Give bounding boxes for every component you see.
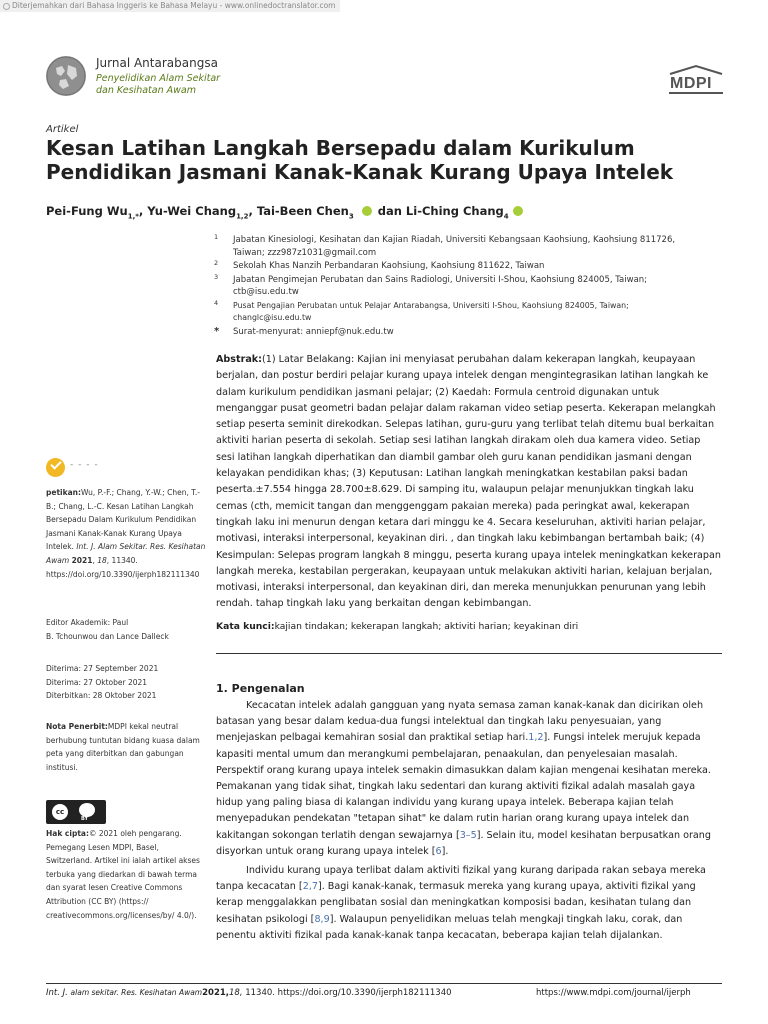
author-4-affil: 4 — [503, 212, 509, 221]
check-for-updates-badge[interactable] — [46, 458, 106, 478]
affiliation-number: 4 — [214, 298, 219, 307]
author-3-affil: 3 — [348, 212, 354, 221]
paragraph-text: ]. Fungsi intelek merujuk kepada kapasiti mental umum dan merangkumi pembelajaran, penaakulan, dan penyelesaian masalah. Perspektif orang kurang upaya intelek semakin dimasukkan dalam kajian mengenai kesihatan mereka. Pemakanan yang tidak sihat, tingkah laku sedentari dan kurang aktiviti fizikal adalah masalah gaya hidup yang paling biasa di kalangan individu yang kurang upaya intelek. Beberapa kajian telah menyepadukan pendekatan "tetapan sihat" ke dalam rutin harian orang kurang upaya intelek dan kakitangan sokongan terlatih dengan sewajarnya [ — [216, 732, 711, 841]
affiliation-number: * — [214, 325, 220, 337]
affiliation-item — [210, 234, 680, 259]
affiliation-text: Jabatan Pengimejan Perubatan dan Sains Radiologi, Universiti I-Shou, Kaohsiung 824005, Taiwan; ctb@isu.edu.tw — [233, 274, 648, 297]
received-date: Diterima: 27 September 2021 — [46, 664, 159, 673]
footer-citation — [46, 988, 452, 998]
editor-label: Editor Akademik: Paul — [46, 618, 129, 627]
journal-subtitle-1: Penyelidikan Alam Sekitar — [96, 73, 221, 84]
footer-journal-url[interactable]: https://www.mdpi.com/journal/ijerph — [536, 988, 691, 998]
publisher-note — [46, 720, 206, 774]
published-date: Diterbitkan: 28 Oktober 2021 — [46, 691, 157, 701]
translator-banner[interactable] — [0, 0, 340, 12]
citation-year: 2021 — [71, 555, 93, 565]
update-dots: - - - - — [70, 460, 99, 470]
translator-icon — [3, 3, 10, 10]
affiliation-text: Sekolah Khas Nanzih Perbandaran Kaohsiung, Kaohsiung 811622, Taiwan — [233, 261, 545, 271]
affiliation-text: Pusat Pengajian Perubatan untuk Pelajar Antarabangsa, Universiti I-Shou, Kaohsiung 824005, Taiwan; changlc@isu.edu.tw — [233, 300, 629, 322]
copyright-text: © 2021 oleh pengarang. Pemegang Lesen MDPI, Basel, Switzerland. Artikel ini ialah artikel akses terbuka yang diedarkan di bawah terma dan syarat lesen Creative Commons Attribution (CC BY) (https:// creativecommons.org/licenses/by/ 4.0/). — [46, 829, 200, 920]
keywords-label: Kata kunci: — [216, 621, 275, 632]
mdpi-logo-text: MDPI — [670, 75, 712, 92]
affiliations — [210, 234, 680, 339]
abstract-text: (1) Latar Belakang: Kajian ini menyiasat perubahan dalam kekerapan langkah, keupayaan berjalan, dan postur berdiri pelajar kurang upaya intelek dengan mengintegrasikan latihan langkah ke dalam kurikulum pendidikan jasmani pelajar; (2) Kaedah: Formula centroid digunakan untuk menganggar pusat geometri badan pelajar dalam rakaman video setiap peserta. Kekerapan melangkah setiap peserta seminit direkodkan. Selepas latihan, guru-guru yang terlibat telah ditemu bual berkaitan aktiviti harian peserta di sekolah. Setiap sesi latihan langkah dirakam oleh dua kamera video. Setiap sesi latihan langkah diperhatikan dan diambil gambar oleh guru kanan pendidikan jasmani dengan kelayakan pendidikan khas; (3) Keputusan: Latihan langkah meningkatkan kestabilan paksi badan peserta.±7.554 hingga 28.700±8.629. Di samping itu, walaupun pelajar menunjukkan tingkah laku cemas (cth, memicit tangan dan menggenggam pakaian mereka) pada peringkat awal, kekerapan tingkah laku ini menurun dengan ketara dari minggu ke 4. Secara keseluruhan, aktiviti harian pelajar, motivasi, interaksi interpersonal, keyakinan diri. , dan tingkah laku kebimbangan bertambah baik; (4) Kesimpulan: Selepas program langkah 8 minggu, peserta kurang upaya intelek meningkatkan kekerapan langkah mereka, kestabilan pergerakan, keupayaan untuk melakukan aktiviti harian, kelajuan berjalan, motivasi, interaksi interpersonal, dan keyakinan diri, dan mereka menunjukkan penurunan yang lebih rendah. tahap tingkah laku yang berkaitan dengan kebimbangan. — [216, 354, 721, 610]
orcid-icon[interactable] — [362, 206, 372, 216]
citation-text: Wu, P.-F.; Chang, Y.-W.; Chen, T.-B.; Chang, L.-C. Kesan Latihan Langkah Bersepadu Dalam Kurikulum Pendidikan Jasmani Kanak-Kanak Kurang Upaya Intelek. — [46, 488, 200, 552]
copyright-block — [46, 827, 206, 922]
cc-by-license-badge[interactable] — [46, 800, 106, 824]
author-list — [46, 204, 525, 220]
author-2-affil: 1,2 — [236, 212, 249, 221]
editor-block — [46, 616, 206, 643]
journal-subtitle-2: dan Kesihatan Awam — [96, 85, 196, 96]
footer-volume: 18, — [229, 988, 243, 998]
article-title: Kesan Latihan Langkah Bersepadu dalam Kurikulum Pendidikan Jasmani Kanak-Kanak Kurang Upaya Intelek — [46, 136, 674, 184]
author-1[interactable]: Pei-Fung Wu — [46, 204, 128, 218]
footer-divider — [46, 983, 722, 984]
paragraph-2 — [216, 863, 722, 944]
affiliation-item — [210, 260, 680, 273]
affiliation-item — [210, 300, 680, 325]
citation-volume: 18 — [97, 555, 107, 565]
affiliation-number: 3 — [214, 272, 219, 281]
cc-icon: cc — [51, 803, 69, 821]
citation-doi[interactable]: 11340. https://doi.org/10.3390/ijerph182111340 — [46, 555, 200, 579]
paragraph-text: ]. Selain itu, model kesihatan berpusatkan orang disyorkan untuk orang kurang upaya intelek [ — [216, 829, 711, 857]
affiliation-item — [210, 326, 680, 339]
citation-link[interactable]: 2,7 — [302, 881, 318, 893]
section-heading: 1. Pengenalan — [216, 682, 305, 695]
abstract — [216, 352, 721, 613]
mdpi-logo — [668, 64, 724, 96]
paragraph-1 — [216, 698, 722, 860]
citation-link[interactable]: 1,2 — [528, 732, 544, 744]
paragraph-text: ]. Bagi kanak-kanak, termasuk mereka yang kurang upaya, aktiviti fizikal yang kerap menggalakkan penglibatan sosial dan meningkatkan komposisi badan, kesihatan tulang dan kesihatan psikologi [ — [216, 881, 696, 925]
by-person-icon — [79, 803, 95, 817]
author-1-affil: 1,* — [127, 212, 139, 221]
translator-text: Diterjemahkan dari Bahasa Inggeris ke Bahasa Melayu - www.onlinedoctranslator.com — [12, 1, 336, 10]
orcid-icon[interactable] — [513, 206, 523, 216]
article-type: Artikel — [46, 124, 79, 135]
paragraph-text: Kecacatan intelek adalah gangguan yang nyata semasa zaman kanak-kanak dan dicirikan oleh batasan yang besar dalam kedua-dua fungsi intelektual dan tingkah laku penyesuaian, yang menjejaskan pelbagai kemahiran sosial dan praktikal setiap hari. — [216, 700, 704, 744]
abstract-label: Abstrak: — [216, 354, 263, 365]
footer-doi[interactable]: 11340. https://doi.org/10.3390/ijerph182111340 — [245, 988, 452, 998]
copyright-label: Hak cipta: — [46, 829, 89, 838]
accepted-date: Diterima: 27 Oktober 2021 — [46, 677, 148, 687]
footer-journal: Int. J. — [46, 988, 68, 998]
citation-link[interactable]: 6 — [435, 845, 442, 857]
footer-journal-rest: alam sekitar. Res. Kesihatan Awam — [70, 988, 203, 997]
author-3[interactable]: , Tai-Been Chen — [248, 204, 349, 218]
affiliation-number: 2 — [214, 259, 219, 267]
keywords — [216, 621, 721, 632]
affiliation-text: Jabatan Kinesiologi, Kesihatan dan Kajian Riadah, Universiti Kebangsaan Kaohsiung, Kaohsiung 811726, Taiwan; zzz987z1031@gmail.com — [233, 235, 676, 258]
correspondence-text: Surat-menyurat: anniepf@nuk.edu.tw — [233, 326, 394, 337]
by-label: BY — [81, 816, 89, 822]
paragraph-text: ]. — [441, 845, 449, 857]
paragraph-text: Individu kurang upaya terlibat dalam aktiviti fizikal yang kurang daripada rakan sebaya mereka tanpa kecacatan [ — [216, 865, 706, 893]
author-2[interactable]: , Yu-Wei Chang — [138, 204, 237, 218]
affiliation-item — [210, 274, 680, 299]
citation-journal: Int. J. Alam Sekitar. Res. Kesihatan Awam — [46, 542, 206, 565]
journal-name: Jurnal Antarabangsa — [96, 56, 218, 70]
keywords-text: kajian tindakan; kekerapan langkah; aktiviti harian; keyakinan diri — [274, 621, 579, 632]
editor-names: B. Tchounwou dan Lance Dalleck — [46, 631, 169, 641]
journal-title-block — [96, 56, 220, 96]
citation-link[interactable]: 3–5 — [459, 829, 477, 841]
citation-block: petikan:Wu, P.-F.; Chang, Y.-W.; Chen, T.-B.; Chang, L.-C. Kesan Latihan Langkah Bersepadu Dalam Kurikulum Pendidikan Jasmani Kanak-Kanak Kurang Upaya Intelek. Int. J. Alam Sekitar. Res. Kesihatan Awam 2021, 18, 11340. https://doi.org/10.3390/ijerph182111340 — [46, 488, 206, 579]
publisher-note-text: MDPI kekal neutral berhubung tuntutan bidang kuasa dalam peta yang diterbitkan dan gabungan institusi. — [46, 722, 200, 772]
globe-logo-icon — [46, 56, 86, 96]
dates-block — [46, 662, 206, 703]
journal-logo — [46, 56, 86, 96]
affiliation-number: 1 — [214, 233, 219, 241]
citation-label: petikan: — [46, 488, 81, 497]
publisher-note-label: Nota Penerbit: — [46, 722, 108, 731]
paragraph-text: ]. Walaupun penyelidikan meluas telah mengkaji tingkah laku, corak, dan penentu aktiviti fizikal pada kanak-kanak tanpa kecacatan, beberapa kajian telah dijalankan. — [216, 913, 683, 941]
divider — [216, 653, 722, 654]
author-4[interactable]: dan Li-Ching Chang — [377, 204, 504, 218]
citation-link[interactable]: 8,9 — [314, 913, 330, 925]
footer-year: 2021, — [202, 988, 229, 998]
